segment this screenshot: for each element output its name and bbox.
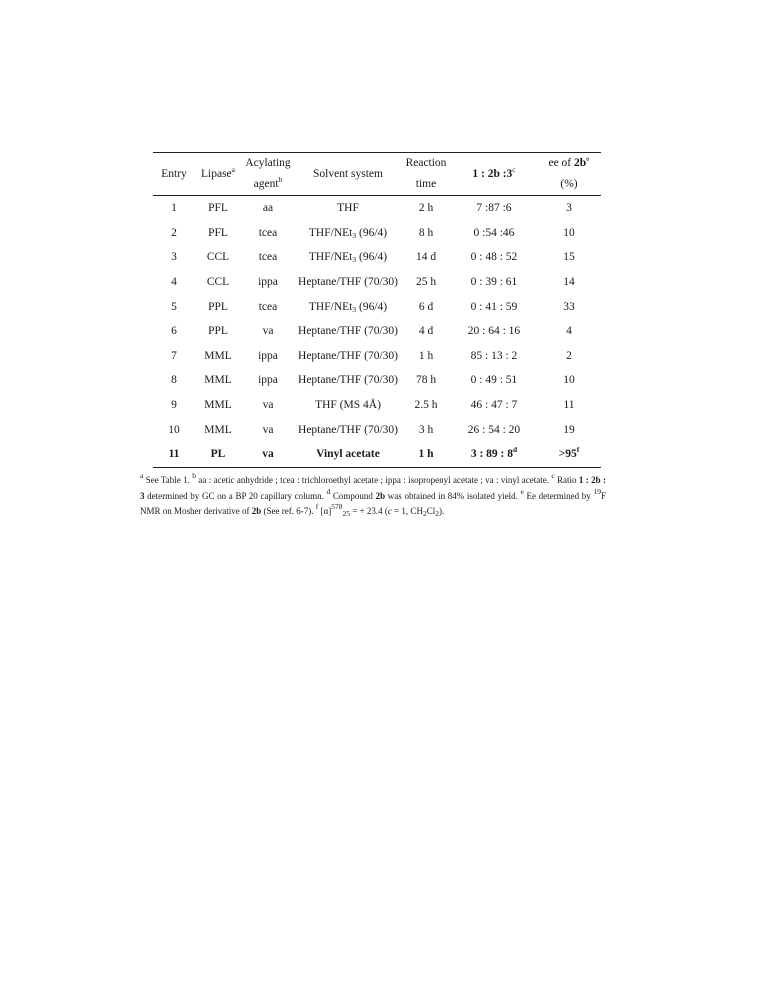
- footnote-f-temperature: 25: [342, 509, 350, 518]
- header-time-line2: time: [415, 178, 437, 190]
- cell-entry-text: 11: [168, 448, 180, 461]
- cell-entry: [153, 442, 195, 467]
- cell-solvent-system-text: Heptane/THF (70/30): [298, 423, 398, 436]
- cell-acylating-agent: [241, 344, 295, 369]
- footnote-f-cl: Cl: [426, 506, 436, 516]
- cell-entry-text: 6: [171, 325, 177, 338]
- header-agent-line1: Acylating: [245, 157, 291, 169]
- footnote-f-wavelength: 578: [331, 502, 343, 511]
- cell-lipase: [195, 196, 241, 221]
- cell-solvent-system: [295, 245, 401, 270]
- header-ee-line1: [537, 153, 601, 174]
- cell-acylating-agent: [241, 221, 295, 246]
- cell-lipase-text: PL: [210, 448, 226, 461]
- cell-entry: [153, 368, 195, 393]
- footnote-e-mark: e: [520, 486, 524, 496]
- cell-ee-text: 19: [563, 423, 575, 436]
- header-ee-compound: 2b: [574, 157, 587, 169]
- cell-entry: [153, 344, 195, 369]
- cell-reaction-time-text: 3 h: [418, 423, 434, 436]
- cell-reaction-time-text: 25 h: [415, 276, 437, 289]
- cell-ratio-text: 3 : 89 : 8: [470, 448, 513, 461]
- footnote-a-mark: a: [140, 471, 144, 480]
- cell-solvent-ratio: (96/4): [356, 226, 388, 239]
- cell-ee: [537, 393, 601, 418]
- header-ee-footnote-mark: e: [586, 154, 590, 163]
- cell-entry: [153, 196, 195, 221]
- cell-ee-text: 11: [563, 399, 575, 412]
- header-ee: [537, 153, 601, 196]
- cell-solvent-system-text: Heptane/THF (70/30): [298, 276, 398, 289]
- cell-solvent-system-text: THF (MS 4Å): [315, 399, 381, 412]
- cell-solvent-system: [295, 270, 401, 295]
- table-row: [153, 270, 601, 295]
- cell-ratio: [451, 196, 537, 221]
- footnote-c-mark: c: [551, 471, 555, 480]
- header-ee-unit: (%): [560, 178, 578, 190]
- header-ratio-footnote-mark: c: [512, 164, 516, 174]
- cell-acylating-agent: [241, 417, 295, 442]
- header-entry: [153, 153, 195, 196]
- cell-acylating-agent: [241, 270, 295, 295]
- cell-lipase: [195, 344, 241, 369]
- table-row: [153, 393, 601, 418]
- cell-reaction-time: [401, 319, 451, 344]
- cell-ee-text: >95: [558, 448, 577, 461]
- cell-lipase-text: MML: [204, 399, 232, 412]
- cell-lipase: [195, 368, 241, 393]
- cell-solvent-system: [295, 417, 401, 442]
- cell-ee: [537, 368, 601, 393]
- footnote-f-sub3: 2: [435, 509, 439, 518]
- cell-lipase-text: MML: [204, 374, 232, 387]
- lipase-screening-table: [153, 152, 601, 468]
- cell-entry-text: 3: [171, 251, 177, 264]
- cell-solvent-subscript: 3: [352, 230, 357, 240]
- cell-entry: [153, 221, 195, 246]
- cell-solvent-subscript: 3: [352, 255, 357, 265]
- cell-entry: [153, 393, 195, 418]
- cell-lipase-text: MML: [204, 349, 232, 362]
- footnote-d-mark: d: [326, 486, 331, 496]
- results-table-container: [153, 152, 601, 468]
- footnote-b-text: aa : acetic anhydride ; tcea : trichloroethyl acetate ; ippa : isopropenyl acetate ; va : vinyl acetate.: [196, 475, 552, 485]
- cell-lipase-text: PFL: [208, 226, 228, 239]
- cell-lipase-text: PPL: [208, 300, 228, 313]
- cell-solvent-system: [295, 442, 401, 467]
- cell-ee: [537, 319, 601, 344]
- footnote-e-text: Ee determined by: [523, 490, 594, 501]
- cell-ee-footnote-mark: f: [576, 445, 580, 455]
- cell-solvent-system: [295, 294, 401, 319]
- cell-entry: [153, 417, 195, 442]
- header-time-line1: Reaction: [405, 157, 447, 169]
- cell-ratio: [451, 393, 537, 418]
- cell-acylating-agent: [241, 319, 295, 344]
- cell-acylating-agent-text: va: [262, 448, 274, 461]
- cell-acylating-agent-text: tcea: [258, 251, 278, 264]
- cell-ratio-text: 0 : 48 : 52: [470, 251, 518, 264]
- table-row: [153, 417, 601, 442]
- cell-lipase: [195, 270, 241, 295]
- header-lipase-label: Lipase: [201, 167, 232, 180]
- cell-entry: [153, 245, 195, 270]
- cell-ee: [537, 442, 601, 467]
- cell-reaction-time-text: 4 d: [418, 325, 434, 338]
- header-reaction-time: [401, 153, 451, 196]
- cell-reaction-time: [401, 196, 451, 221]
- cell-ratio-text: 26 : 54 : 20: [467, 423, 521, 436]
- cell-ratio: [451, 442, 537, 467]
- cell-ratio: [451, 294, 537, 319]
- cell-reaction-time: [401, 442, 451, 467]
- footnote-f-rotation: [α]: [318, 506, 332, 516]
- cell-ratio-text: 0 :54 :46: [473, 226, 515, 239]
- cell-acylating-agent-text: tcea: [258, 226, 278, 239]
- cell-reaction-time: [401, 344, 451, 369]
- cell-reaction-time: [401, 221, 451, 246]
- cell-entry-text: 7: [171, 349, 177, 362]
- cell-lipase: [195, 393, 241, 418]
- cell-reaction-time: [401, 294, 451, 319]
- table-row: [153, 344, 601, 369]
- footnote-c-text: Ratio: [554, 475, 579, 485]
- cell-reaction-time-text: 14 d: [415, 251, 437, 264]
- footnote-f-mark: f: [315, 502, 319, 511]
- cell-ratio: [451, 344, 537, 369]
- footnote-d-text: Compound: [330, 490, 376, 501]
- cell-ee: [537, 294, 601, 319]
- table-row: [153, 294, 601, 319]
- cell-reaction-time-text: 2.5 h: [414, 399, 438, 412]
- cell-acylating-agent-text: va: [262, 399, 274, 412]
- cell-ee-text: 4: [566, 325, 572, 338]
- cell-ee: [537, 270, 601, 295]
- footnote-f-conc: = 1, CH: [391, 506, 423, 516]
- footnote-f-sub2: 2: [422, 509, 427, 518]
- cell-reaction-time-text: 2 h: [418, 202, 434, 215]
- cell-solvent-system-text: THF: [337, 202, 359, 215]
- cell-lipase: [195, 294, 241, 319]
- cell-lipase: [195, 417, 241, 442]
- cell-solvent-system-text: Vinyl acetate: [316, 448, 380, 461]
- table-row: [153, 368, 601, 393]
- header-acylating-agent: [241, 153, 295, 196]
- table-footnotes: [140, 473, 606, 520]
- cell-ee: [537, 344, 601, 369]
- cell-ee-text: 10: [563, 374, 575, 387]
- cell-acylating-agent: [241, 245, 295, 270]
- cell-ratio-text: 0 : 41 : 59: [470, 300, 518, 313]
- cell-lipase-text: MML: [204, 423, 232, 436]
- cell-reaction-time: [401, 393, 451, 418]
- footnote-d-compound: 2b: [375, 490, 386, 501]
- cell-lipase-text: PPL: [208, 325, 228, 338]
- cell-reaction-time: [401, 245, 451, 270]
- cell-lipase: [195, 245, 241, 270]
- cell-acylating-agent: [241, 442, 295, 467]
- footnote-f-end: ).: [438, 506, 445, 516]
- cell-reaction-time: [401, 368, 451, 393]
- cell-reaction-time-text: 6 d: [418, 300, 434, 313]
- cell-entry-text: 1: [171, 202, 177, 215]
- footnote-e-compound: 2b: [251, 506, 262, 516]
- cell-reaction-time-text: 1 h: [418, 349, 434, 362]
- header-ratio-label: 1 : 2b :3: [472, 167, 513, 180]
- cell-ee: [537, 196, 601, 221]
- table-row: [153, 442, 601, 467]
- footnote-b-mark: b: [192, 471, 196, 480]
- cell-entry-text: 10: [168, 423, 180, 436]
- cell-reaction-time-text: 78 h: [415, 374, 437, 387]
- cell-lipase: [195, 221, 241, 246]
- cell-acylating-agent: [241, 196, 295, 221]
- table-header-row: [153, 153, 601, 196]
- cell-solvent-system: [295, 319, 401, 344]
- cell-ee: [537, 417, 601, 442]
- cell-ee: [537, 245, 601, 270]
- cell-lipase-text: PFL: [208, 202, 228, 215]
- cell-entry-text: 4: [171, 276, 177, 289]
- cell-solvent-system: [295, 196, 401, 221]
- cell-acylating-agent-text: ippa: [258, 349, 278, 362]
- header-ratio: [451, 153, 537, 196]
- cell-reaction-time: [401, 417, 451, 442]
- cell-acylating-agent-text: va: [262, 423, 274, 436]
- cell-entry-text: 8: [171, 374, 177, 387]
- cell-ratio-text: 0 : 49 : 51: [470, 374, 518, 387]
- cell-acylating-agent-text: ippa: [258, 374, 278, 387]
- cell-ratio: [451, 417, 537, 442]
- cell-solvent-system: [295, 368, 401, 393]
- cell-acylating-agent: [241, 368, 295, 393]
- cell-solvent-system: [295, 393, 401, 418]
- cell-entry: [153, 270, 195, 295]
- cell-reaction-time: [401, 270, 451, 295]
- footnote-e-ref: (See ref. 6-7).: [261, 506, 316, 516]
- cell-ratio: [451, 368, 537, 393]
- cell-ratio-text: 7 :87 :6: [476, 202, 512, 215]
- cell-acylating-agent-text: tcea: [258, 300, 278, 313]
- footnote-a-text: See Table 1.: [143, 475, 193, 485]
- cell-reaction-time-text: 1 h: [418, 448, 434, 461]
- footnote-c-ratio: 1 : 2b : 3: [140, 475, 607, 501]
- cell-ratio: [451, 221, 537, 246]
- cell-entry-text: 9: [171, 399, 177, 412]
- cell-solvent-system-text: THF/NEt: [308, 251, 353, 264]
- cell-ee: [537, 221, 601, 246]
- footnote-d-yield: was obtained in 84% isolated yield.: [385, 490, 521, 501]
- cell-ratio-footnote-mark: d: [513, 445, 518, 455]
- cell-entry: [153, 319, 195, 344]
- cell-ratio: [451, 270, 537, 295]
- footnote-f-value: = + 23.4 (: [349, 506, 388, 516]
- table-row: [153, 245, 601, 270]
- header-entry-label: Entry: [161, 167, 187, 180]
- header-solvent-system: [295, 153, 401, 196]
- footnote-f-conc-symbol: c: [387, 506, 392, 516]
- table-row: [153, 196, 601, 221]
- cell-ee-text: 2: [566, 349, 572, 362]
- cell-solvent-system: [295, 344, 401, 369]
- cell-entry-text: 5: [171, 300, 177, 313]
- cell-lipase: [195, 319, 241, 344]
- footnote-e-method: F NMR on Mosher derivative of: [140, 490, 606, 516]
- cell-acylating-agent-text: aa: [262, 202, 274, 215]
- cell-ee-text: 14: [563, 276, 575, 289]
- cell-solvent-subscript: 3: [352, 304, 357, 314]
- header-solvent-label: Solvent system: [313, 167, 383, 180]
- cell-lipase-text: CCL: [206, 251, 230, 264]
- cell-ratio-text: 0 : 39 : 61: [470, 276, 518, 289]
- cell-solvent-system-text: THF/NEt: [308, 300, 353, 313]
- cell-ee-text: 15: [563, 251, 575, 264]
- cell-ee-text: 33: [563, 300, 575, 313]
- cell-entry-text: 2: [171, 226, 177, 239]
- cell-acylating-agent: [241, 294, 295, 319]
- header-lipase: [195, 153, 241, 196]
- cell-solvent-system-text: THF/NEt: [308, 226, 353, 239]
- cell-ratio: [451, 245, 537, 270]
- footnote-c-method: determined by GC on a BP 20 capillary column.: [144, 490, 327, 501]
- cell-lipase-text: CCL: [206, 276, 230, 289]
- cell-solvent-system-text: Heptane/THF (70/30): [298, 349, 398, 362]
- cell-ee-text: 3: [566, 202, 572, 215]
- footnote-e-isotope: 19: [593, 486, 601, 496]
- header-agent-footnote-mark: b: [278, 175, 283, 184]
- header-agent-line2: [241, 174, 295, 195]
- header-ee-prefix: ee of: [548, 157, 575, 169]
- cell-ratio-text: 85 : 13 : 2: [470, 349, 518, 362]
- cell-solvent-ratio: (96/4): [356, 300, 388, 313]
- cell-entry: [153, 294, 195, 319]
- cell-lipase: [195, 442, 241, 467]
- cell-ratio-text: 20 : 64 : 16: [467, 325, 521, 338]
- cell-reaction-time-text: 8 h: [418, 226, 434, 239]
- cell-solvent-system-text: Heptane/THF (70/30): [298, 374, 398, 387]
- cell-solvent-system-text: Heptane/THF (70/30): [298, 325, 398, 338]
- table-body: [153, 196, 601, 468]
- cell-ratio-text: 46 : 47 : 7: [470, 399, 518, 412]
- header-agent-line2-text: agent: [253, 178, 279, 190]
- cell-acylating-agent-text: ippa: [258, 276, 278, 289]
- table-row: [153, 319, 601, 344]
- cell-acylating-agent: [241, 393, 295, 418]
- cell-solvent-system: [295, 221, 401, 246]
- cell-solvent-ratio: (96/4): [356, 251, 388, 264]
- cell-acylating-agent-text: va: [262, 325, 274, 338]
- cell-ratio: [451, 319, 537, 344]
- table-row: [153, 221, 601, 246]
- header-lipase-footnote-mark: a: [231, 164, 235, 174]
- cell-ee-text: 10: [563, 226, 575, 239]
